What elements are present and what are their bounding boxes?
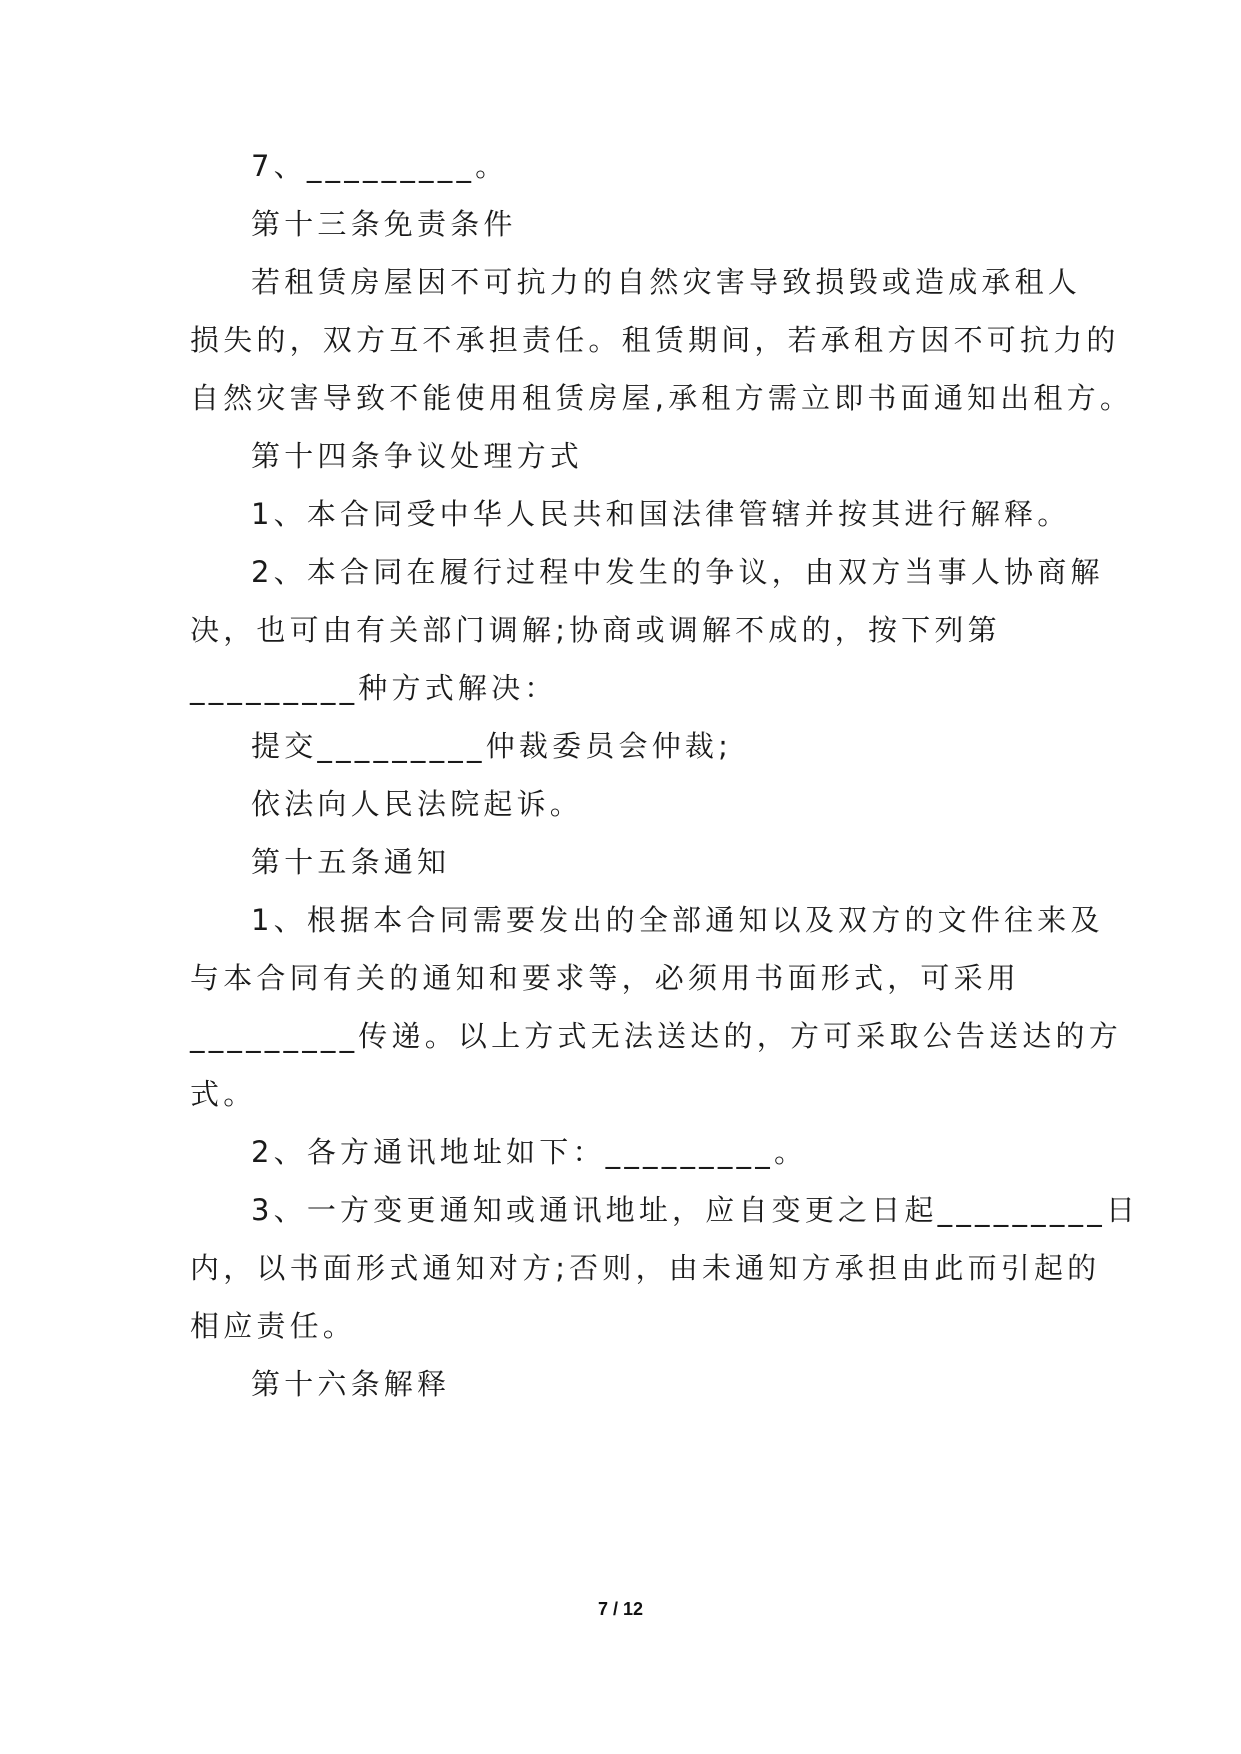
paragraph-line: 内，以书面形式通知对方;否则，由未通知方承担由此而引起的 xyxy=(190,1251,1101,1285)
paragraph-line: 1、本合同受中华人民共和国法律管辖并按其进行解释。 xyxy=(251,497,1071,531)
paragraph-line: 2、各方通讯地址如下：_________。 xyxy=(251,1135,808,1169)
paragraph-line: 与本合同有关的通知和要求等，必须用书面形式，可采用 xyxy=(190,961,1021,995)
paragraph-line: 2、本合同在履行过程中发生的争议，由双方当事人协商解 xyxy=(251,555,1104,589)
paragraph-line: 1、根据本合同需要发出的全部通知以及双方的文件往来及 xyxy=(251,903,1104,937)
paragraph-line: 3、一方变更通知或通讯地址，应自变更之日起_________日 xyxy=(251,1193,1140,1227)
paragraph-line: 相应责任。 xyxy=(190,1309,357,1343)
paragraph-line: 自然灾害导致不能使用租赁房屋,承租方需立即书面通知出租方。 xyxy=(190,381,1134,415)
article-16-heading: 第十六条解释 xyxy=(251,1367,451,1401)
paragraph-line: 依法向人民法院起诉。 xyxy=(251,787,584,821)
page-number: 7 / 12 xyxy=(597,1599,644,1619)
paragraph-line: 提交_________仲裁委员会仲裁; xyxy=(251,729,733,763)
paragraph-line: 决，也可由有关部门调解;协商或调解不成的，按下列第 xyxy=(190,613,1001,647)
article-13-heading: 第十三条免责条件 xyxy=(251,207,517,241)
article-15-heading: 第十五条通知 xyxy=(251,845,451,879)
article-14-heading: 第十四条争议处理方式 xyxy=(251,439,584,473)
paragraph-line: _________传递。以上方式无法送达的，方可采取公告送达的方 xyxy=(190,1019,1122,1053)
paragraph-line: 损失的，双方互不承担责任。租赁期间，若承租方因不可抗力的 xyxy=(190,323,1120,357)
paragraph-line: 式。 xyxy=(190,1077,257,1111)
paragraph-line: 若租赁房屋因不可抗力的自然灾害导致损毁或造成承租人 xyxy=(251,265,1082,299)
paragraph-line: _________种方式解决： xyxy=(190,671,558,705)
clause-item-7: 7、_________。 xyxy=(251,149,509,183)
